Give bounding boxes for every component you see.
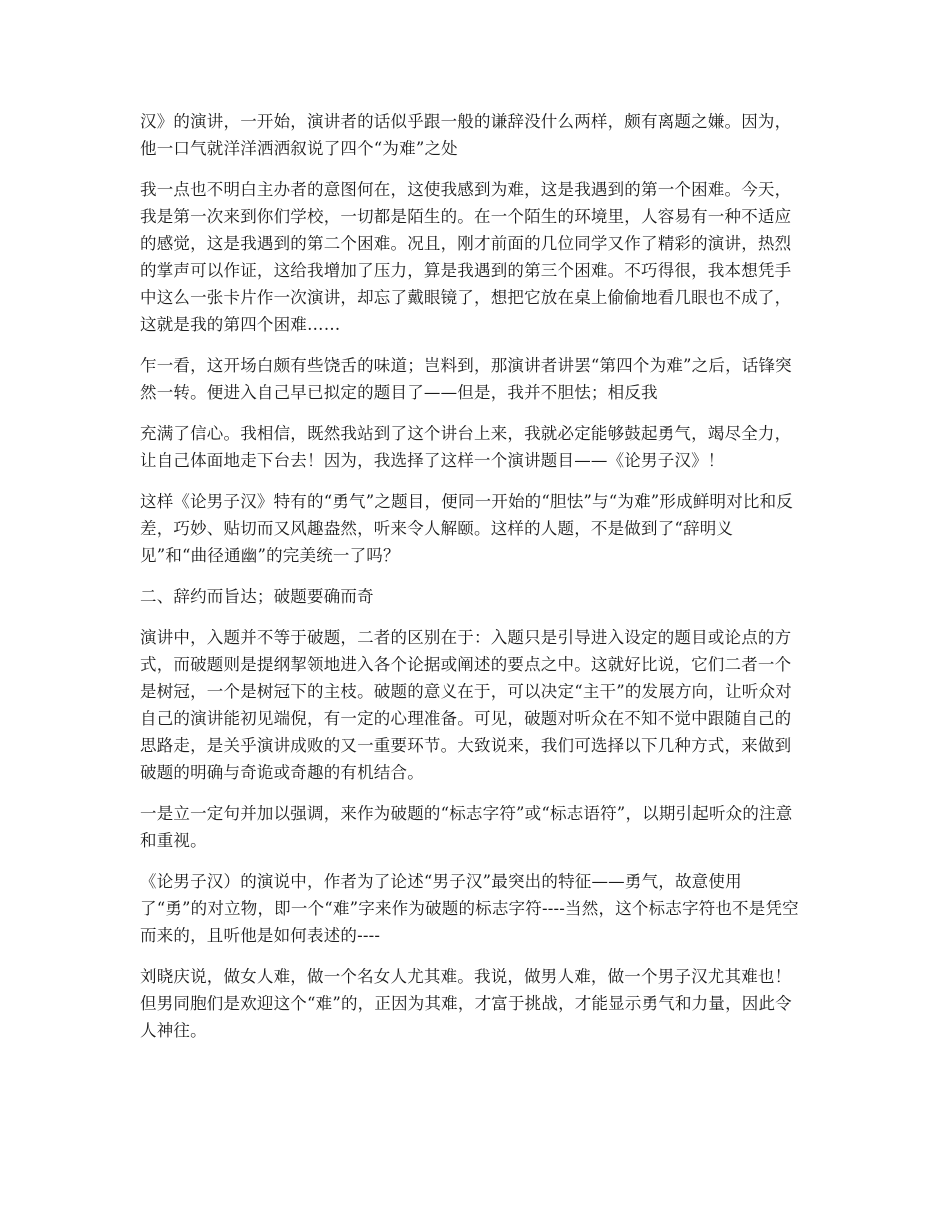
paragraph: 乍一看，这开场白颇有些饶舌的味道；岂料到，那演讲者讲罢“第四个为难”之后，话锋突 然一转。便进入自己早已拟定的题目了——但是，我并不胆怯；相反我 (140, 356, 792, 402)
paragraph: 我一点也不明白主办者的意图何在，这使我感到为难，这是我遇到的第一个困难。今天， 我是第一次来到你们学校，一切都是陌生的。在一个陌生的环境里，人容易有一种不适应 的感觉，这是我遇到的第二个困难。况且，刚才前面的几位同学又作了精彩的演讲，热烈 的掌声可以作证，这给我增加了压力，算是我遇到的第三个困难。不巧得很，我本想凭手 中这么一张卡片作一次演讲，却忘了戴眼镜了，想把它放在桌上偷偷地看几眼也不成了， 这就是我的第四个困难…… (140, 180, 792, 334)
paragraph: 汉》的演讲，一开始，演讲者的话似乎跟一般的谦辞没什么两样，颇有离题之嫌。因为， 他一口气就洋洋洒洒叙说了四个“为难”之处 (140, 112, 792, 158)
section-heading: 二、辞约而旨达；破题要确而奇 (140, 587, 374, 606)
paragraph: 这样《论男子汉》特有的“勇气”之题目，便同一开始的“胆怯”与“为难”形成鲜明对比和反 差，巧妙、贴切而又风趣盎然，听来令人解颐。这样的人题，不是做到了“辞明义 见”和“曲径通幽”的完美统一了吗？ (140, 492, 794, 565)
document-body (140, 108, 810, 1058)
paragraph: 《论男子汉）的演说中，作者为了论述“男子汉”最突出的特征——勇气，故意使用 了“勇”的对立物，即一个“难”字来作为破题的标志字符----当然，这个标志字符也不是凭空 而来的，且听他是如何表述的---- (140, 872, 799, 945)
paragraph: 演讲中，入题并不等于破题，二者的区别在于：入题只是引导进入设定的题目或论点的方 式，而破题则是提纲挈领地进入各个论据或阐述的要点之中。这就好比说，它们二者一个 是树冠，一个是树冠下的主枝。破题的意义在于，可以决定“主干”的发展方向，让听众对 自己的演讲能初见端倪，有一定的心理准备。可见，破题对听众在不知不觉中跟随自己的 思路走，是关乎演讲成败的又一重要环节。大致说来，我们可选择以下几种方式，来做到 破题的明确与奇诡或奇趣的有机结合。 (140, 628, 792, 782)
paragraph: 一是立一定句并加以强调，来作为破题的“标志字符”或“标志语符”，以期引起听众的注意 和重视。 (140, 804, 793, 850)
paragraph: 充满了信心。我相信，既然我站到了这个讲台上来，我就必定能够鼓起勇气，竭尽全力， 让自己体面地走下台去！因为，我选择了这样一个演讲题目——《论男子汉》！ (140, 424, 792, 470)
paragraph: 刘晓庆说，做女人难，做一个名女人尤其难。我说，做男人难，做一个男子汉尤其难也！ 但男同胞们是欢迎这个“难”的，正因为其难，才富于挑战，才能显示勇气和力量，因此令 人神往。 (140, 967, 792, 1040)
